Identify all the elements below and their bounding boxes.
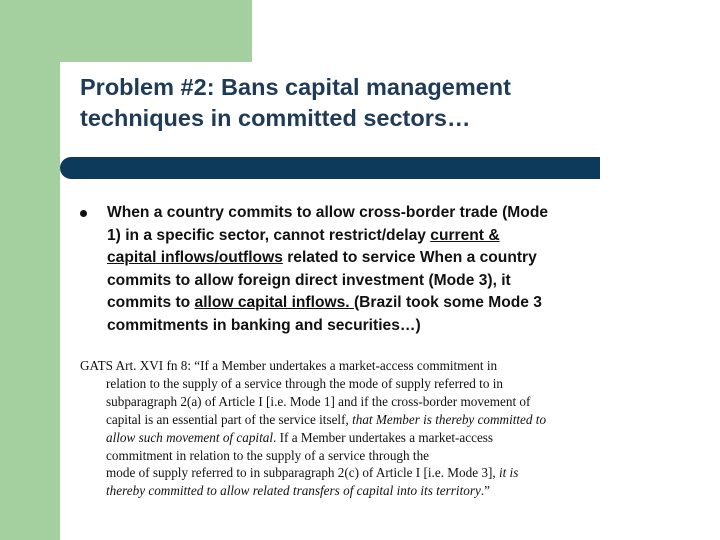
bullet-dot-icon [80, 210, 87, 217]
title-divider-bar [60, 157, 600, 179]
bullet-paragraph [107, 202, 697, 338]
quote-italic-text: that Member is thereby committed to [352, 411, 547, 427]
top-accent-block [0, 0, 252, 62]
quote-text: subparagraph 2(a) of Article I [i.e. Mode 1] and if the cross-border movement of [106, 393, 531, 409]
gats-quote-paragraph [80, 357, 680, 500]
quote-text: GATS Art. XVI fn 8: “If a Member undertakes a market-access commitment in [80, 358, 498, 373]
bullet-text: (Brazil took some Mode 3 [353, 294, 542, 312]
bullet-text: 1) in a specific sector, cannot restrict/delay [107, 226, 431, 244]
quote-text: . If a Member undertakes a market-access [273, 429, 494, 445]
bullet-text: commits to allow foreign direct investment (Mode 3), it [107, 271, 511, 289]
quote-line [80, 464, 680, 482]
bullet-text: commits to [107, 294, 195, 312]
bullet-line [107, 270, 697, 293]
quote-line [80, 375, 680, 393]
quote-text: commitment in relation to the supply of a service through the [106, 447, 430, 463]
bullet-underlined-text: capital inflows/outflows [107, 249, 283, 267]
bullet-line [107, 225, 697, 248]
slide-title [80, 72, 640, 134]
bullet-text: When a country commits to allow cross-border trade (Mode [107, 204, 549, 221]
bullet-line [107, 247, 697, 270]
quote-text: .” [480, 483, 490, 499]
bullet-line [107, 315, 697, 338]
bullet-line [107, 202, 697, 225]
slide-title-line: techniques in committed sectors… [80, 105, 471, 131]
quote-italic-text: thereby committed to allow related transfers of capital into its territory [106, 483, 481, 499]
slide-title-line: Problem #2: Bans capital management [80, 74, 511, 100]
quote-italic-text: allow such movement of capital [106, 429, 274, 445]
quote-line [80, 357, 680, 375]
quote-line [80, 447, 680, 465]
bullet-text: commitments in banking and securities…) [107, 316, 421, 334]
bullet-underlined-text: allow capital inflows. [194, 294, 354, 312]
quote-text: relation to the supply of a service through the mode of supply referred to in [106, 375, 503, 391]
bullet-text: related to service When a country [282, 249, 537, 267]
quote-text: mode of supply referred to in subparagraph 2(c) of Article I [i.e. Mode 3], [106, 465, 499, 481]
quote-line [80, 482, 680, 500]
quote-italic-text: it is [498, 465, 519, 481]
bullet-underlined-text: current & [430, 226, 500, 244]
quote-line [80, 411, 680, 429]
left-accent-band [0, 0, 60, 540]
quote-line [80, 429, 680, 447]
quote-line [80, 393, 680, 411]
bullet-line [107, 292, 697, 315]
quote-text: capital is an essential part of the service itself, [106, 411, 353, 427]
